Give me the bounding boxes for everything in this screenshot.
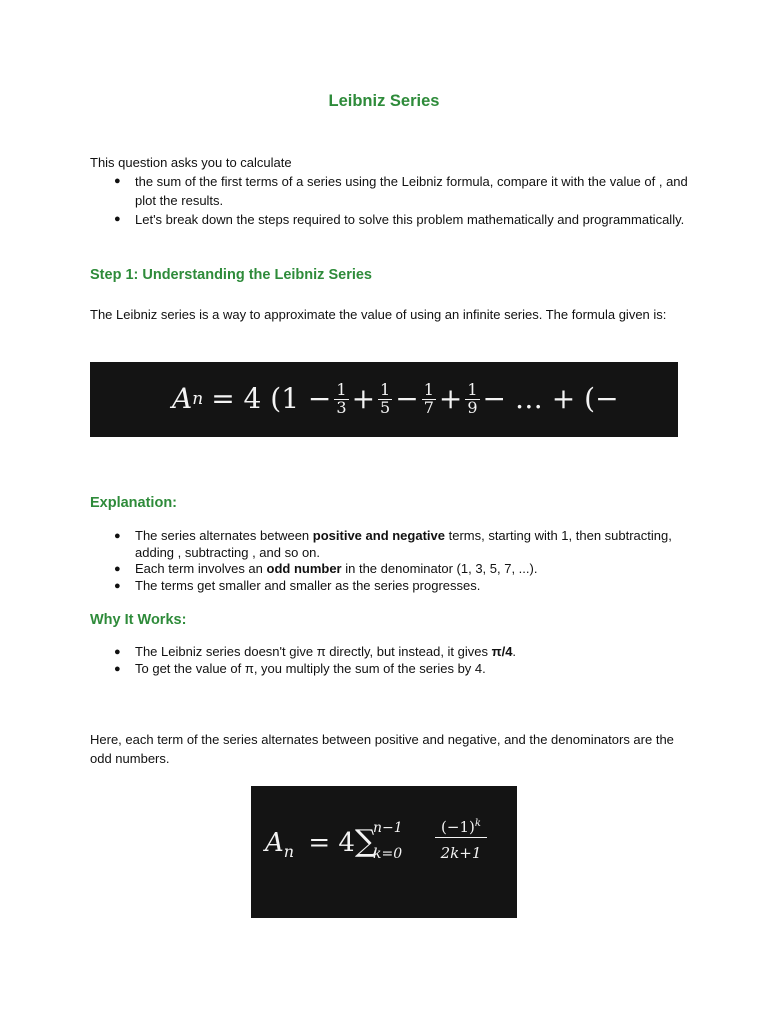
list-item: ● Let's break down the steps required to solve this problem mathematically and programmatically. — [114, 212, 685, 227]
intro-list — [90, 172, 690, 229]
formula-image-partial-sum: A n = 4 (1 − $\frac{1}{3}$ + $\frac{1}{5}$ − $\frac{1}{7}$ + $\frac{1}{9}$ − … + (− — [90, 362, 678, 437]
step1-heading: Step 1: Understanding the Leibniz Series — [90, 267, 372, 283]
list-item: ● The series alternates between positive and negative terms, starting with 1, then subtracting, adding , subtracting , and so on. — [114, 528, 672, 560]
list-item: ● To get the value of π, you multiply the sum of the series by 4. — [114, 660, 486, 676]
bullet-icon: ● — [114, 646, 121, 658]
list-item: ● The Leibniz series doesn't give π directly, but instead, it gives π/4. — [114, 644, 517, 659]
bullet-icon: ● — [114, 662, 121, 675]
bullet-icon: ● — [114, 563, 121, 575]
bullet-icon: ● — [114, 213, 121, 225]
formula-image-summation: $A_n = 4$ ∑ n−1 k=0 $(-1)^k$ 2k+1 — [251, 786, 517, 918]
step1-text: The Leibniz series is a way to approximate the value of using an infinite series. The formula given is: — [90, 307, 667, 322]
list-item: ● the sum of the first terms of a series using the Leibniz formula, compare it with the value of , and plot the results. — [114, 174, 688, 208]
summary-text: Here, each term of the series alternates between positive and negative, and the denominators are the odd numbers. — [90, 732, 674, 766]
bullet-icon: ● — [114, 175, 121, 187]
page-title: Leibniz Series — [328, 92, 440, 110]
list-item: ● The terms get smaller and smaller as the series progresses. — [114, 577, 481, 593]
explanation-list — [90, 528, 690, 594]
bullet-icon: ● — [114, 579, 121, 592]
list-item: ● Each term involves an odd number in the denominator (1, 3, 5, 7, ...). — [114, 561, 538, 576]
explanation-heading: Explanation: — [90, 495, 178, 511]
intro-lead: This question asks you to calculate — [90, 155, 292, 170]
why-heading: Why It Works: — [90, 612, 187, 628]
bullet-icon: ● — [114, 530, 121, 542]
why-list — [90, 644, 690, 677]
